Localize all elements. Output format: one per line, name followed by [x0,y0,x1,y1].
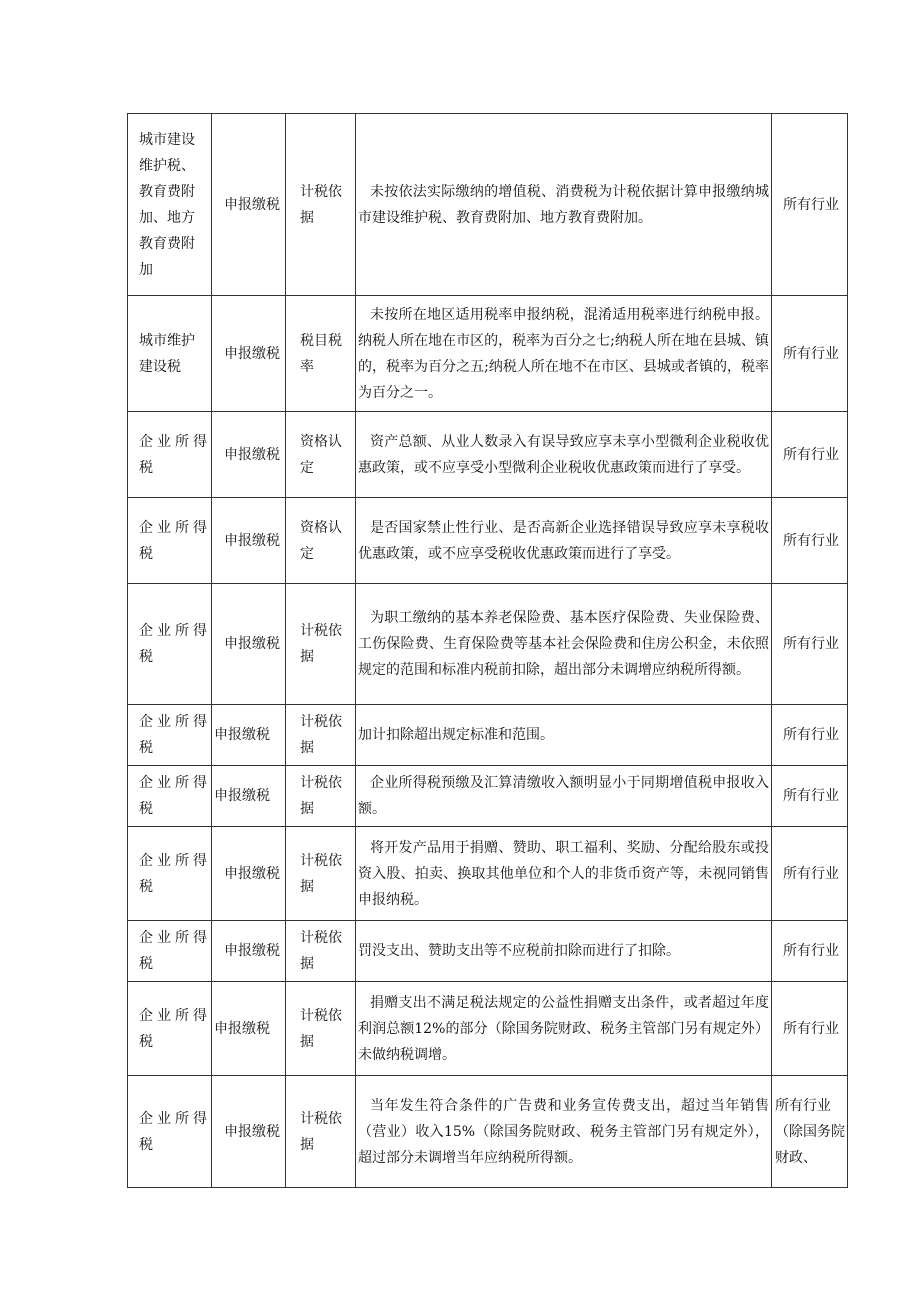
step-cell: 申报缴税 [212,412,286,498]
industry-cell: 所有行业 [772,296,848,412]
table-row [128,827,848,921]
tax-type-cell: 企业所得税 [128,982,212,1076]
risk-item-cell: 计税依据 [286,1076,356,1188]
industry-cell: 所有行业 [772,766,848,827]
risk-item-cell: 计税依据 [286,982,356,1076]
table-row [128,982,848,1076]
description-cell: 资产总额、从业人数录入有误导致应享未享小型微利企业税收优惠政策，或不应享受小型微利企业税收优惠政策而进行了享受。 [356,412,772,498]
table-row [128,412,848,498]
risk-item-cell: 税目税率 [286,296,356,412]
description-cell: 未按所在地区适用税率申报纳税，混淆适用税率进行纳税申报。纳税人所在地在市区的，税率为百分之七;纳税人所在地在县城、镇的，税率为百分之五;纳税人所在地不在市区、县城或者镇的，税率为百分之一。 [356,296,772,412]
industry-cell: 所有行业 [772,412,848,498]
tax-type-cell: 城市建设维护税、教育费附加、地方教育费附加 [128,114,212,296]
table-row [128,584,848,705]
table-row [128,114,848,296]
description-cell: 当年发生符合条件的广告费和业务宣传费支出，超过当年销售（营业）收入15%（除国务院财政、税务主管部门另有规定外），超过部分未调增当年应纳税所得额。 [356,1076,772,1188]
risk-item-cell: 计税依据 [286,584,356,705]
step-cell: 申报缴税 [212,705,286,766]
description-cell: 为职工缴纳的基本养老保险费、基本医疗保险费、失业保险费、工伤保险费、生育保险费等基本社会保险费和住房公积金，未依照规定的范围和标准内税前扣除，超出部分未调增应纳税所得额。 [356,584,772,705]
step-cell: 申报缴税 [212,921,286,982]
industry-cell: 所有行业 [772,114,848,296]
tax-type-cell: 城市维护建设税 [128,296,212,412]
description-cell: 加计扣除超出规定标准和范围。 [356,705,772,766]
risk-item-cell: 资格认定 [286,498,356,584]
industry-cell: 所有行业 [772,921,848,982]
risk-item-cell: 计税依据 [286,827,356,921]
industry-cell: 所有行业 [772,982,848,1076]
tax-type-cell: 企业所得税 [128,412,212,498]
tax-type-cell: 企业所得税 [128,1076,212,1188]
table-row [128,921,848,982]
description-cell: 捐赠支出不满足税法规定的公益性捐赠支出条件，或者超过年度利润总额12%的部分（除国务院财政、税务主管部门另有规定外）未做纳税调增。 [356,982,772,1076]
description-cell: 将开发产品用于捐赠、赞助、职工福利、奖励、分配给股东或投资入股、拍卖、换取其他单位和个人的非货币资产等，未视同销售申报纳税。 [356,827,772,921]
risk-item-cell: 计税依据 [286,705,356,766]
description-cell: 企业所得税预缴及汇算清缴收入额明显小于同期增值税申报收入额。 [356,766,772,827]
tax-risk-table [127,113,848,1188]
table-row [128,1076,848,1188]
tax-type-cell: 企业所得税 [128,766,212,827]
tax-type-cell: 企业所得税 [128,921,212,982]
tax-type-cell: 企业所得税 [128,705,212,766]
step-cell: 申报缴税 [212,114,286,296]
industry-cell: 所有行业 [772,498,848,584]
step-cell: 申报缴税 [212,766,286,827]
industry-cell: 所有行业（除国务院财政、 [772,1076,848,1188]
table-row [128,498,848,584]
step-cell: 申报缴税 [212,584,286,705]
tax-type-cell: 企业所得税 [128,584,212,705]
industry-cell: 所有行业 [772,584,848,705]
industry-cell: 所有行业 [772,705,848,766]
step-cell: 申报缴税 [212,1076,286,1188]
description-cell: 未按依法实际缴纳的增值税、消费税为计税依据计算申报缴纳城市建设维护税、教育费附加、地方教育费附加。 [356,114,772,296]
table-row [128,705,848,766]
step-cell: 申报缴税 [212,982,286,1076]
table-row [128,766,848,827]
step-cell: 申报缴税 [212,827,286,921]
risk-item-cell: 计税依据 [286,921,356,982]
step-cell: 申报缴税 [212,296,286,412]
description-cell: 是否国家禁止性行业、是否高新企业选择错误导致应享未享税收优惠政策，或不应享受税收优惠政策而进行了享受。 [356,498,772,584]
table-row [128,296,848,412]
risk-item-cell: 资格认定 [286,412,356,498]
tax-risk-table-page [127,113,847,1188]
tax-type-cell: 企业所得税 [128,498,212,584]
risk-item-cell: 计税依据 [286,766,356,827]
industry-cell: 所有行业 [772,827,848,921]
description-cell: 罚没支出、赞助支出等不应税前扣除而进行了扣除。 [356,921,772,982]
risk-item-cell: 计税依据 [286,114,356,296]
step-cell: 申报缴税 [212,498,286,584]
tax-type-cell: 企业所得税 [128,827,212,921]
